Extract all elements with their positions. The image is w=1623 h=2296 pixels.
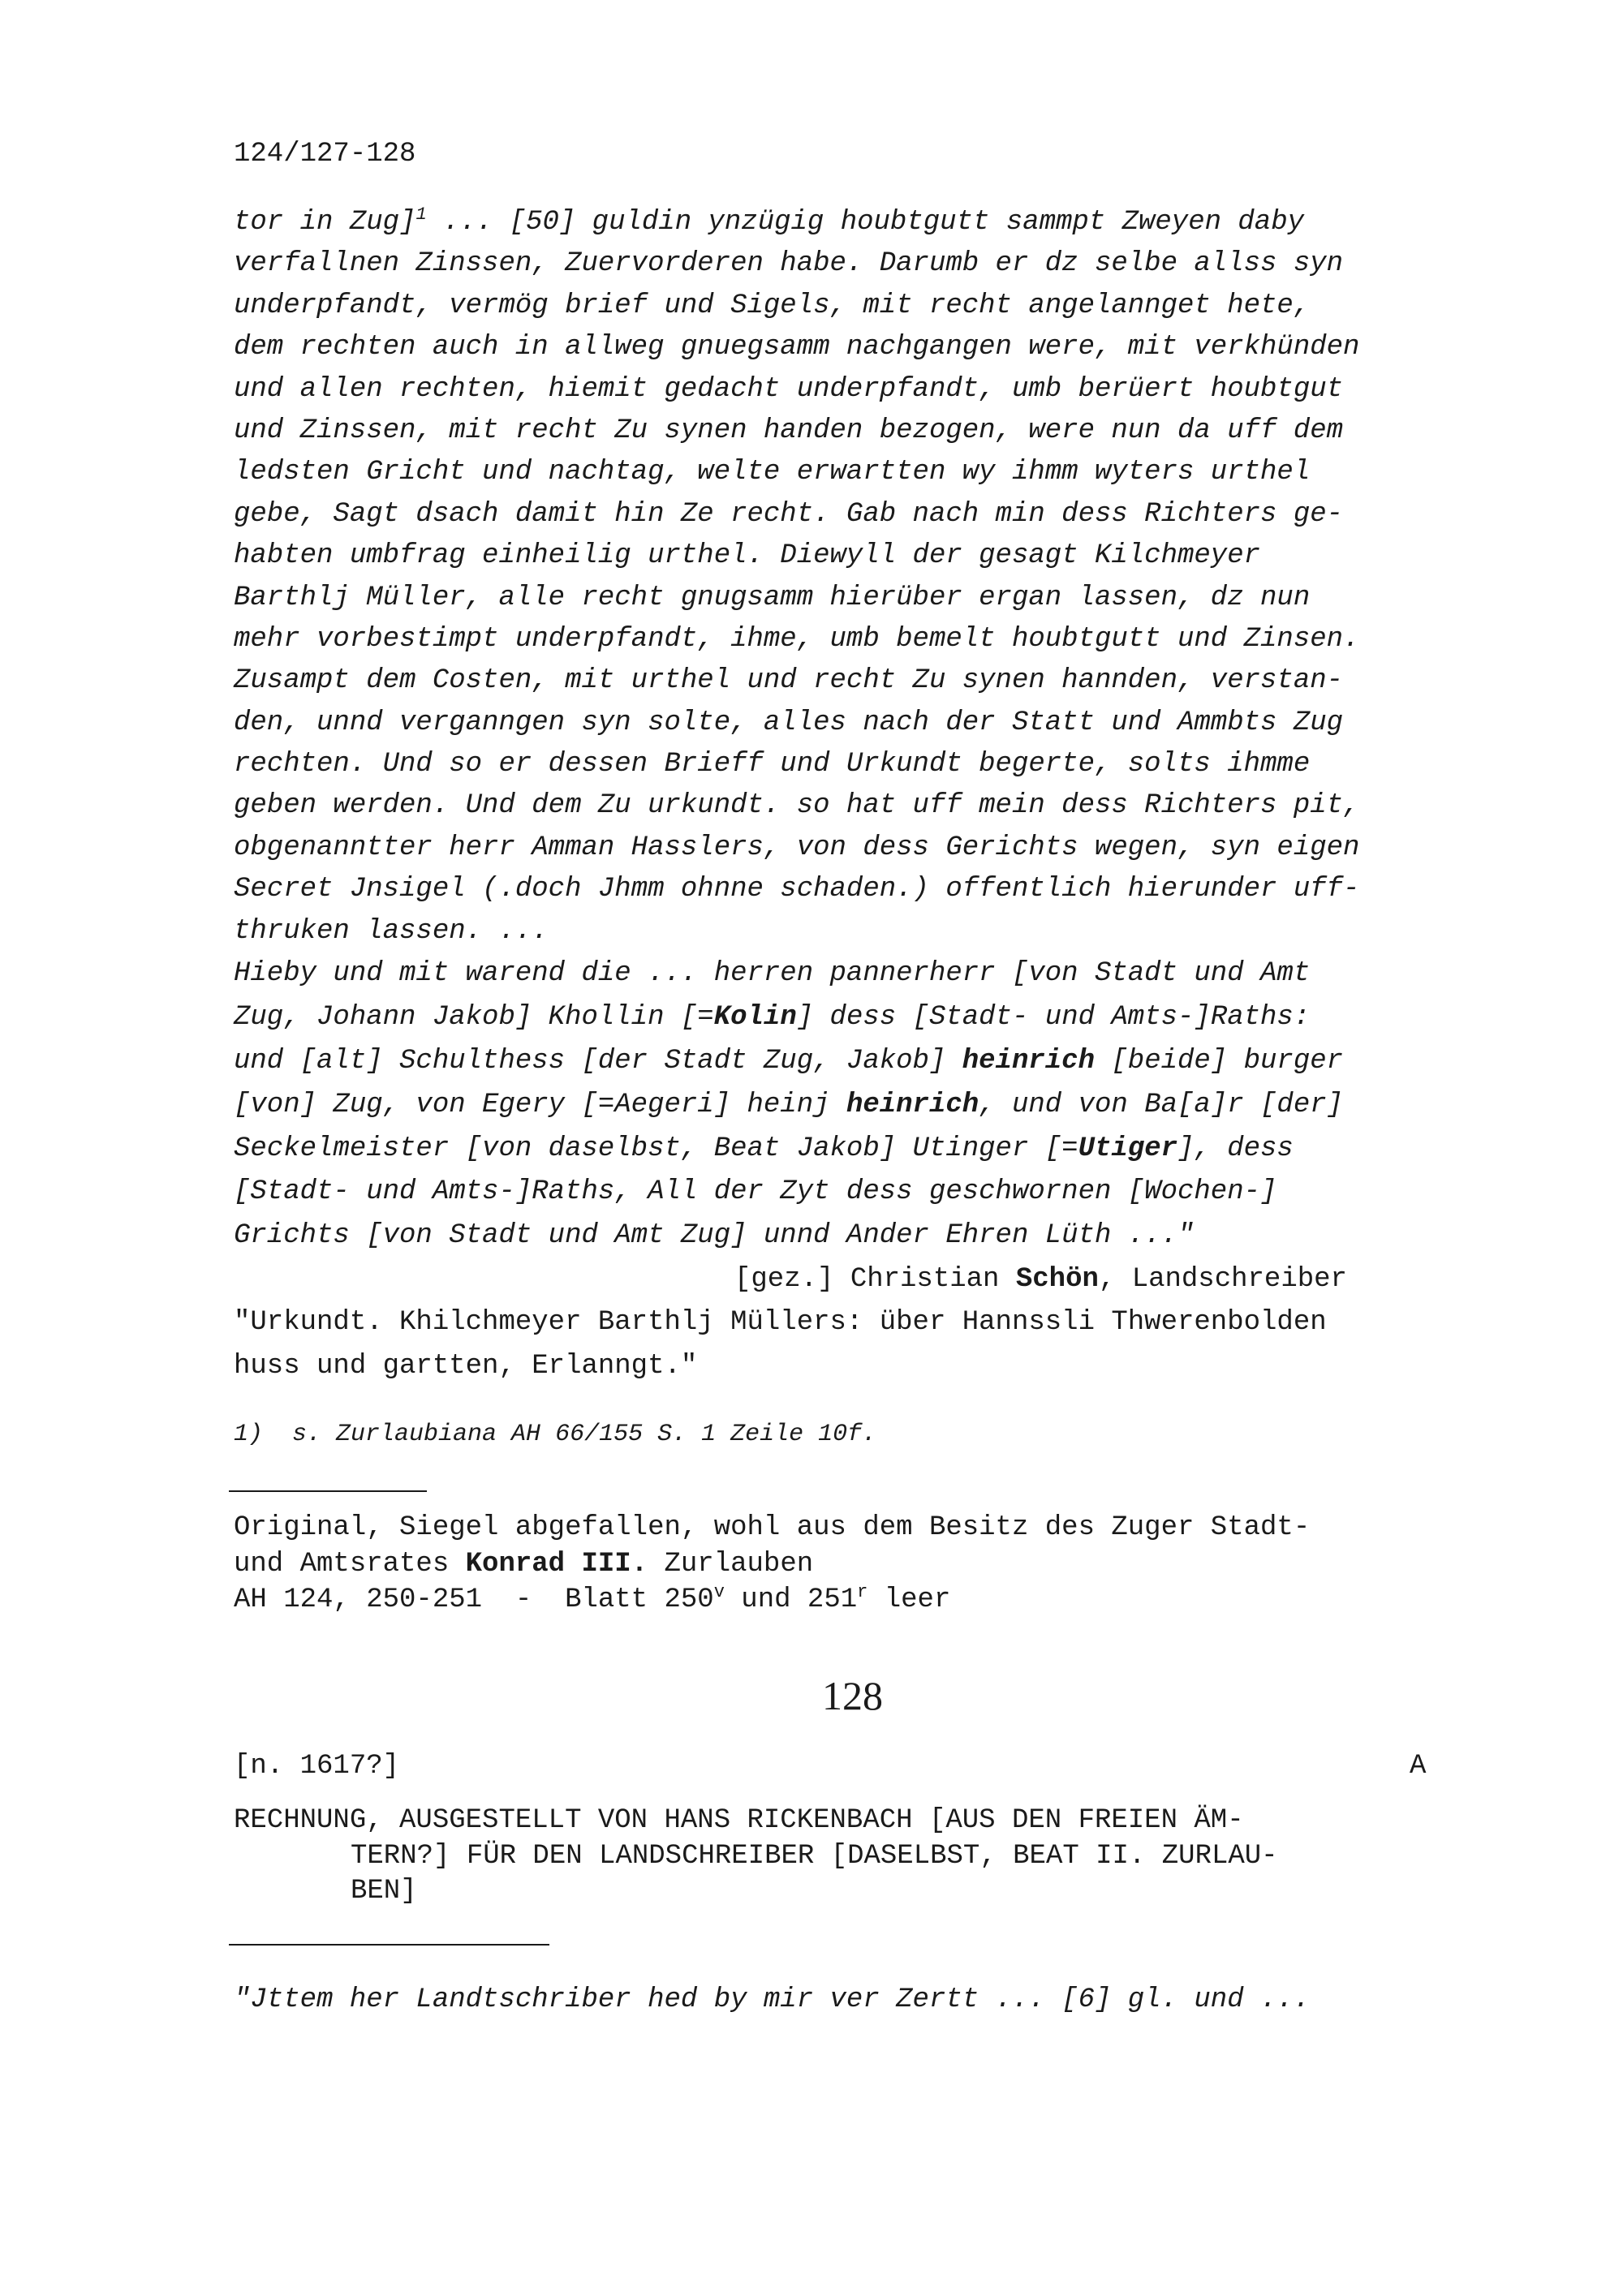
title-line: BEN] (351, 1876, 417, 1907)
source-line: und Amtsrates Konrad III. Zurlauben (234, 1548, 814, 1580)
bold-name: heinrich (962, 1045, 1095, 1077)
document-title (234, 1804, 1278, 1910)
bold-name: Kolin (713, 1001, 797, 1033)
page-header: 124/127-128 (234, 139, 416, 170)
text-line: und allen rechten, hiemit gedacht underpfandt, umb berüert houbtgut (234, 373, 1344, 405)
document-letter: A (1410, 1751, 1427, 1782)
text-line: ledsten Gricht und nachtag, welte erwartten wy ihmm wyters urthel (234, 457, 1311, 488)
text-line: Hieby und mit warend die ... herren pannerherr [von Stadt und Amt (234, 958, 1311, 990)
text-line: thruken lassen. ... (234, 915, 549, 947)
text-line: Seckelmeister [von daselbst, Beat Jakob] Utinger [=Utiger], dess (234, 1133, 1294, 1164)
text-line: mehr vorbestimpt underpfandt, ihme, umb bemelt houbtgutt und Zinsen. (234, 623, 1360, 655)
document-number: 128 (822, 1673, 883, 1718)
text-line: underpfandt, vermög brief und Sigels, mit recht angelannget hete, (234, 290, 1311, 321)
signature-line: [gez.] Christian Schön, Landschreiber (734, 1264, 1347, 1295)
text-line: und [alt] Schulthess [der Stadt Zug, Jakob] heinrich [beide] burger (234, 1045, 1344, 1077)
text-line: verfallnen Zinssen, Zuervorderen habe. Darumb er dz selbe allss syn (234, 248, 1344, 280)
document-date: [n. 1617?] (234, 1751, 400, 1782)
text-line: Barthlj Müller, alle recht gnugsamm hierüber ergan lassen, dz nun (234, 582, 1311, 613)
bold-name: heinrich (846, 1089, 979, 1120)
text-line: obgenanntter herr Amman Hasslers, von dess Gerichts wegen, syn eigen (234, 832, 1360, 863)
text-line: gebe, Sagt dsach damit hin Ze recht. Gab nach min dess Richters ge- (234, 498, 1344, 530)
text-line: Zusampt dem Costen, mit urthel und recht Zu synen hannden, verstan- (234, 665, 1344, 697)
text-line: [von] Zug, von Egery [=Aegeri] heinj heinrich, und von Ba[a]r [der] (234, 1089, 1344, 1120)
text-line: tor in Zug]$^1$ ... [50] guldin ynzügig houbtgutt sammpt Zweyen daby (234, 204, 1305, 238)
text-line: [Stadt- und Amts-]Raths, All der Zyt dess geschwornen [Wochen-] (234, 1176, 1277, 1208)
source-note (234, 1510, 1310, 1619)
document-text: "Jttem her Landtschriber hed by mir ver Zertt ... [6] gl. und ... (234, 1984, 1311, 2015)
text-line: habten umbfrag einheilig urthel. Diewyll der gesagt Kilchmeyer (234, 540, 1261, 572)
title-divider (229, 1944, 549, 1946)
text-line: geben werden. Und dem Zu urkundt. so hat uff mein dess Richters pit, (234, 790, 1360, 822)
footnote-divider (229, 1490, 427, 1492)
title-line: TERN?] FÜR DEN LANDSCHREIBER [DASELBST, BEAT II. ZURLAU- (351, 1840, 1278, 1872)
footnote-marker: 1 (415, 204, 427, 225)
text-line: Secret Jnsigel (.doch Jhmm ohnne schaden.) offentlich hierunder uff- (234, 874, 1360, 905)
text-line: dem rechten auch in allweg gnuegsamm nachgangen were, mit verkhünden (234, 332, 1360, 363)
title-line: RECHNUNG, AUSGESTELLT VON HANS RICKENBACH [AUS DEN FREIEN ÄM- (234, 1805, 1244, 1836)
text-line: Grichts [von Stadt und Amt Zug] unnd Ander Ehren Lüth ..." (234, 1220, 1195, 1252)
transcription-body (234, 202, 1359, 1258)
bold-name: Utiger (1078, 1133, 1177, 1164)
footnote: 1) s. Zurlaubiana AH 66/155 S. 1 Zeile 10f. (234, 1421, 877, 1448)
text-line: und Zinssen, mit recht Zu synen handen bezogen, were nun da uff dem (234, 415, 1344, 446)
source-line: Original, Siegel abgefallen, wohl aus dem Besitz des Zuger Stadt- (234, 1512, 1311, 1543)
urkundt-note (234, 1301, 1327, 1388)
urkundt-line: "Urkundt. Khilchmeyer Barthlj Müllers: über Hannssli Thwerenbolden (234, 1307, 1327, 1338)
source-line: AH 124, 250-251 - Blatt 250$^v$ und 251$^r$ leer (234, 1582, 951, 1616)
urkundt-line: huss und gartten, Erlanngt." (234, 1351, 698, 1382)
text-line: rechten. Und so er dessen Brieff und Urkundt begerte, solts ihmme (234, 749, 1311, 780)
text-line: Zug, Johann Jakob] Khollin [=Kolin] dess [Stadt- und Amts-]Raths: (234, 1001, 1311, 1033)
text-line: den, unnd verganngen syn solte, alles nach der Statt und Ammbts Zug (234, 707, 1344, 738)
